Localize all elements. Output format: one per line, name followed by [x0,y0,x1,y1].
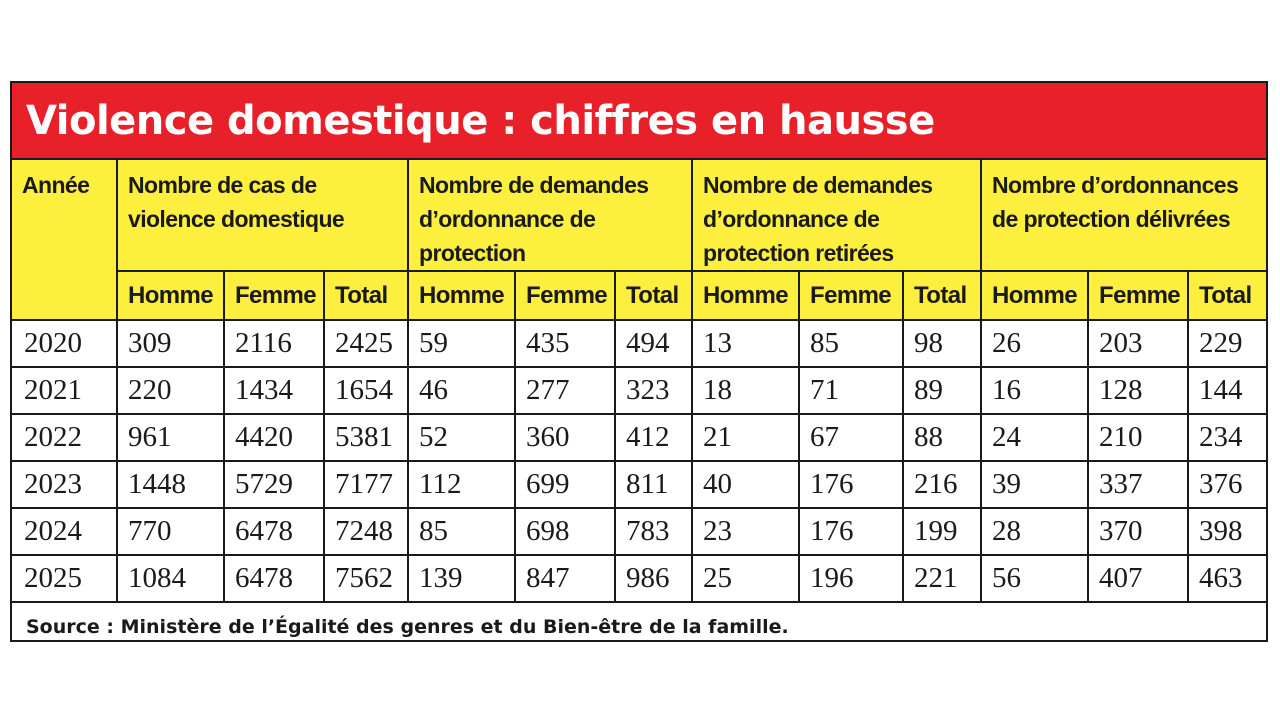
year-cell: 2023 [12,461,117,508]
value-cell: 56 [981,555,1088,602]
table-row [12,508,1266,555]
value-cell: 435 [515,320,615,367]
sub-header-total: Total [903,271,981,320]
value-cell: 337 [1088,461,1188,508]
value-cell: 783 [615,508,692,555]
table-row [12,461,1266,508]
value-cell: 1654 [324,367,408,414]
value-cell: 961 [117,414,224,461]
value-cell: 26 [981,320,1088,367]
value-cell: 59 [408,320,515,367]
value-cell: 112 [408,461,515,508]
value-cell: 6478 [224,555,324,602]
value-cell: 71 [799,367,903,414]
value-cell: 7562 [324,555,408,602]
year-cell: 2025 [12,555,117,602]
sub-header-homme: Homme [692,271,799,320]
value-cell: 412 [615,414,692,461]
value-cell: 18 [692,367,799,414]
value-cell: 5729 [224,461,324,508]
value-cell: 2116 [224,320,324,367]
table-frame [10,81,1268,642]
value-cell: 1448 [117,461,224,508]
sub-header-total: Total [615,271,692,320]
value-cell: 199 [903,508,981,555]
year-column-header: Année [12,160,117,320]
value-cell: 847 [515,555,615,602]
value-cell: 323 [615,367,692,414]
value-cell: 494 [615,320,692,367]
value-cell: 229 [1188,320,1266,367]
value-cell: 216 [903,461,981,508]
value-cell: 407 [1088,555,1188,602]
sub-header-total: Total [1188,271,1266,320]
value-cell: 986 [615,555,692,602]
value-cell: 25 [692,555,799,602]
value-cell: 1084 [117,555,224,602]
value-cell: 398 [1188,508,1266,555]
value-cell: 811 [615,461,692,508]
table-row [12,555,1266,602]
table-row [12,414,1266,461]
value-cell: 13 [692,320,799,367]
sub-header-homme: Homme [981,271,1088,320]
group-header-row [12,160,1266,271]
value-cell: 376 [1188,461,1266,508]
group-header-cases: Nombre de cas de violence domestique [117,160,408,271]
value-cell: 128 [1088,367,1188,414]
value-cell: 1434 [224,367,324,414]
year-cell: 2021 [12,367,117,414]
value-cell: 23 [692,508,799,555]
value-cell: 139 [408,555,515,602]
value-cell: 39 [981,461,1088,508]
value-cell: 2425 [324,320,408,367]
value-cell: 360 [515,414,615,461]
value-cell: 144 [1188,367,1266,414]
source-row [12,602,1266,642]
group-header-withdrawn: Nombre de demandes d’ordonnance de protection retirées [692,160,981,271]
value-cell: 210 [1088,414,1188,461]
value-cell: 463 [1188,555,1266,602]
value-cell: 28 [981,508,1088,555]
data-table [12,160,1266,642]
value-cell: 52 [408,414,515,461]
value-cell: 698 [515,508,615,555]
value-cell: 196 [799,555,903,602]
year-cell: 2020 [12,320,117,367]
table-row [12,320,1266,367]
value-cell: 234 [1188,414,1266,461]
table-row [12,367,1266,414]
group-header-requests: Nombre de demandes d’ordonnance de protection [408,160,692,271]
sub-header-femme: Femme [799,271,903,320]
sub-header-femme: Femme [515,271,615,320]
value-cell: 85 [799,320,903,367]
value-cell: 221 [903,555,981,602]
value-cell: 309 [117,320,224,367]
value-cell: 7248 [324,508,408,555]
value-cell: 5381 [324,414,408,461]
value-cell: 4420 [224,414,324,461]
value-cell: 176 [799,508,903,555]
value-cell: 46 [408,367,515,414]
value-cell: 203 [1088,320,1188,367]
value-cell: 6478 [224,508,324,555]
value-cell: 699 [515,461,615,508]
table-title: Violence domestique : chiffres en hausse [12,83,1266,160]
sub-header-homme: Homme [117,271,224,320]
year-cell: 2024 [12,508,117,555]
value-cell: 7177 [324,461,408,508]
value-cell: 40 [692,461,799,508]
sub-header-homme: Homme [408,271,515,320]
value-cell: 277 [515,367,615,414]
sub-header-femme: Femme [1088,271,1188,320]
value-cell: 220 [117,367,224,414]
value-cell: 88 [903,414,981,461]
group-header-issued: Nombre d’ordonnances de protection délivrées [981,160,1266,271]
value-cell: 21 [692,414,799,461]
value-cell: 98 [903,320,981,367]
source-note: Source : Ministère de l’Égalité des genres et du Bien-être de la famille. [12,602,1266,642]
year-cell: 2022 [12,414,117,461]
value-cell: 89 [903,367,981,414]
value-cell: 370 [1088,508,1188,555]
value-cell: 176 [799,461,903,508]
sub-header-femme: Femme [224,271,324,320]
sub-header-total: Total [324,271,408,320]
value-cell: 85 [408,508,515,555]
value-cell: 24 [981,414,1088,461]
value-cell: 770 [117,508,224,555]
value-cell: 67 [799,414,903,461]
value-cell: 16 [981,367,1088,414]
sub-header-row [12,271,1266,320]
